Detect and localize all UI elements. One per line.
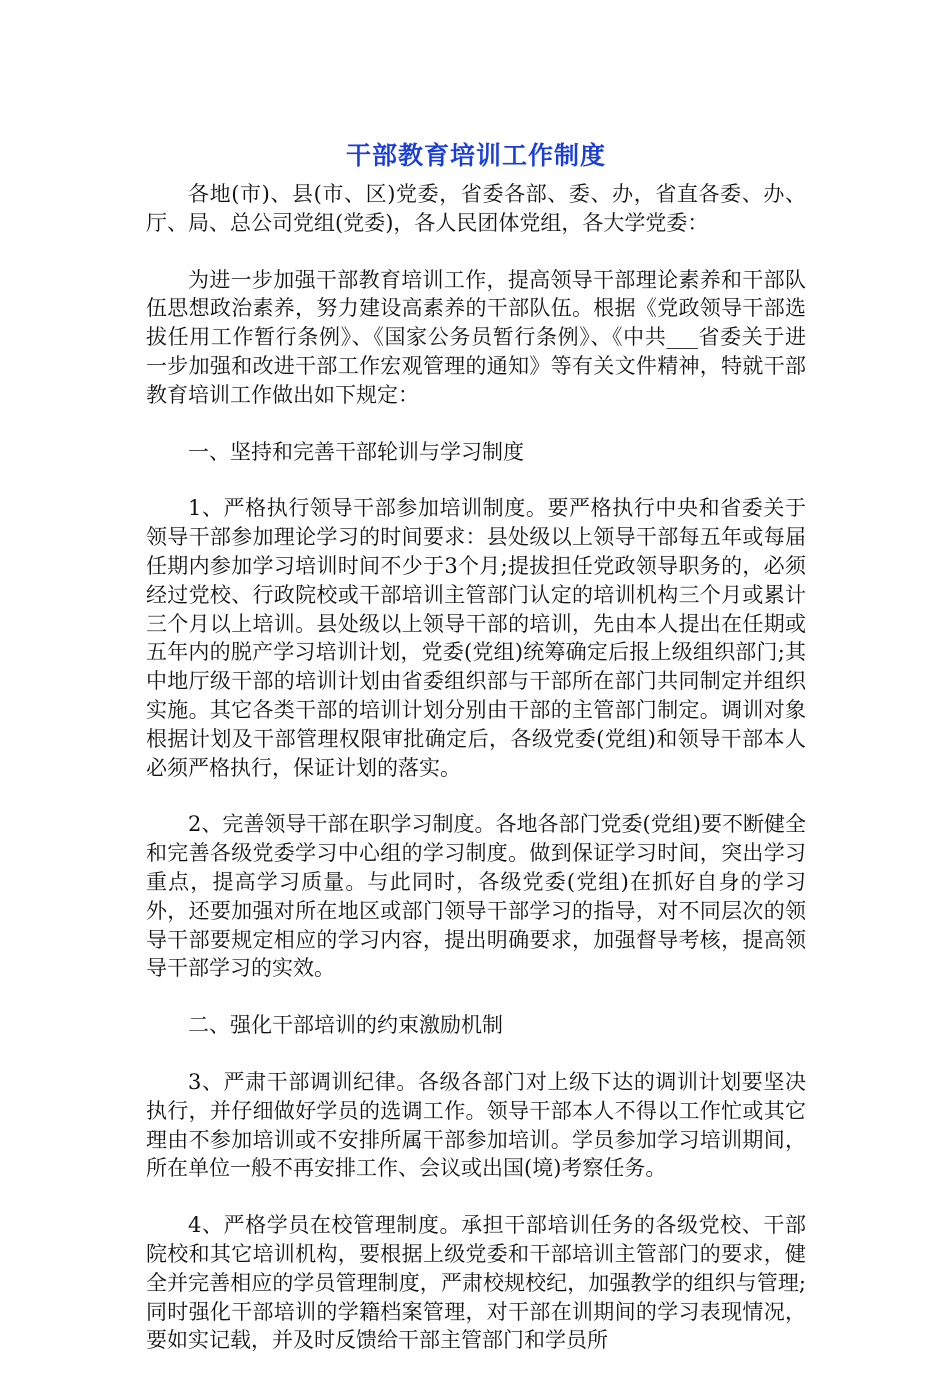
item-paragraph-4: 4、严格学员在校管理制度。承担干部培训任务的各级党校、干部院校和其它培训机构，要根据上级党委和干部培训主管部门的要求，健全并完善相应的学员管理制度，严肃校规校纪，加强教学的组织与管理;同时强化干部培训的学籍档案管理，对干部在训期间的学习表现情况，要如实记载，并及时反馈给干部主管部门和学员所: [146, 1213, 806, 1353]
item-paragraph-2: 2、完善领导干部在职学习制度。各地各部门党委(党组)要不断健全和完善各级党委学习中心组的学习制度。做到保证学习时间，突出学习重点，提高学习质量。与此同时，各级党委(党组)在抓好自身的学习外，还要加强对所在地区或部门领导干部学习的指导，对不同层次的领导干部要规定相应的学习内容，提出明确要求，加强督导考核，提高领导干部学习的实效。: [146, 812, 806, 981]
document-title: 干部教育培训工作制度: [345, 141, 606, 170]
document-page: [146, 126, 806, 1383]
item-paragraph-1: 1、严格执行领导干部参加培训制度。要严格执行中央和省委关于领导干部参加理论学习的时间要求：县处级以上领导干部每五年或每届任期内参加学习培训时间不少于3个月;提拔担任党政领导职务的，必须经过党校、行政院校或干部培训主管部门认定的培训机构三个月或累计三个月以上培训。县处级以上领导干部的培训，先由本人提出在任期或五年内的脱产学习培训计划，党委(党组)统筹确定后报上级组织部门;其中地厅级干部的培训计划由省委组织部与干部所在部门共同制定并组织实施。其它各类干部的培训计划分别由干部的主管部门制定。调训对象根据计划及干部管理权限审批确定后，各级党委(党组)和领导干部本人必须严格执行，保证计划的落实。: [146, 496, 806, 780]
item-paragraph-3: 3、严肃干部调训纪律。各级各部门对上级下达的调训计划要坚决执行，并仔细做好学员的选调工作。领导干部本人不得以工作忙或其它理由不参加培训或不安排所属干部参加培训。学员参加学习培训期间，所在单位一般不再安排工作、会议或出国(境)考察任务。: [146, 1069, 806, 1181]
section-heading-1: 一、坚持和完善干部轮训与学习制度: [188, 439, 524, 464]
section-heading-2: 二、强化干部培训的约束激励机制: [188, 1013, 503, 1038]
intro-paragraph: 为进一步加强干部教育培训工作，提高领导干部理论素养和干部队伍思想政治素养，努力建设高素养的干部队伍。根据《党政领导干部选拔任用工作暂行条例》、《国家公务员暂行条例》、《中共___省委关于进一步加强和改进干部工作宏观管理的通知》等有关文件精神，特就干部教育培训工作做出如下规定：: [146, 267, 806, 407]
salutation-paragraph: 各地(市)、县(市、区)党委，省委各部、委、办，省直各委、办、厅、局、总公司党组(党委)，各人民团体党组，各大学党委：: [146, 182, 806, 235]
